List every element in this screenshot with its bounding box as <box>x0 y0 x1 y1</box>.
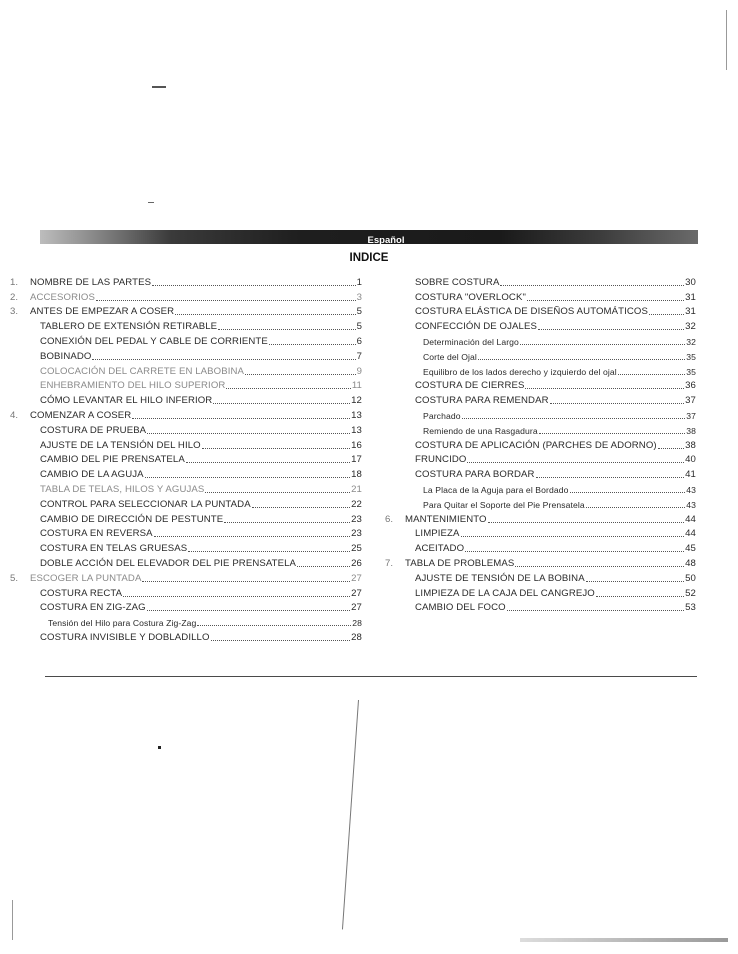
toc-entry <box>385 436 696 451</box>
toc-entry-label: ANTES DE EMPEZAR A COSER <box>30 306 175 318</box>
toc-entry-page: 22 <box>351 498 362 510</box>
toc-right-column <box>385 273 696 613</box>
toc-entry <box>10 303 362 318</box>
toc-entry <box>385 480 696 495</box>
toc-entry-page: 21 <box>351 483 362 495</box>
toc-entry-label: BOBINADO <box>40 350 92 362</box>
toc-entry-page: 11 <box>351 380 362 392</box>
dot-leader <box>252 506 350 508</box>
toc-entry-page: 43 <box>686 499 696 510</box>
toc-entry-label: Parchado <box>423 410 461 421</box>
toc-entry <box>10 377 362 392</box>
toc-entry-page: 26 <box>351 557 362 569</box>
toc-entry-page: 30 <box>685 276 696 288</box>
toc-entry-page: 31 <box>685 291 696 303</box>
toc-entry <box>10 628 362 643</box>
toc-entry-page: 45 <box>685 543 696 555</box>
dot-leader <box>147 432 350 434</box>
scan-shadow <box>520 938 728 942</box>
scan-speck <box>158 746 161 749</box>
toc-entry-label: Equilibro de los lados derecho y izquierdo del ojal <box>423 366 617 377</box>
toc-entry <box>10 347 362 362</box>
dot-leader <box>202 447 350 449</box>
toc-entry-label: COLOCACIÓN DEL CARRETE EN LABOBINA <box>40 365 245 377</box>
toc-entry-page: 17 <box>351 454 362 466</box>
toc-entry <box>10 599 362 614</box>
dot-leader <box>92 358 355 360</box>
toc-entry-label: SOBRE COSTURA <box>415 276 500 288</box>
toc-entry <box>10 480 362 495</box>
dot-leader <box>478 358 685 360</box>
dot-leader <box>154 535 350 537</box>
toc-entry-page: 13 <box>351 409 362 421</box>
toc-entry-label: AJUSTE DE LA TENSIÓN DEL HILO <box>40 439 201 451</box>
dot-leader <box>96 299 356 301</box>
toc-entry-label: COSTURA INVISIBLE Y DOBLADILLO <box>40 631 210 643</box>
toc-entry <box>385 451 696 466</box>
toc-entry <box>10 273 362 288</box>
toc-entry-label: COSTURA PARA BORDAR <box>415 469 535 481</box>
toc-entry <box>385 510 696 525</box>
toc-entry <box>10 421 362 436</box>
toc-entry-label: COMENZAR A COSER <box>30 409 132 421</box>
toc-entry-label: CAMBIO DE DIRECCIÓN DE PESTUNTE <box>40 513 224 525</box>
toc-entry-label: FRUNCIDO <box>415 454 467 466</box>
toc-entry <box>385 347 696 362</box>
toc-entry <box>10 332 362 347</box>
dot-leader <box>145 476 350 478</box>
scan-speck <box>148 202 154 203</box>
toc-entry-page: 31 <box>685 306 696 318</box>
toc-entry-page: 44 <box>685 513 696 525</box>
toc-entry-label: La Placa de la Aguja para el Bordado <box>423 484 569 495</box>
dot-leader <box>520 343 685 345</box>
toc-entry-number: 1. <box>10 276 19 288</box>
toc-entry-page: 9 <box>356 365 362 377</box>
dot-leader <box>132 417 350 419</box>
toc-entry-page: 23 <box>351 528 362 540</box>
toc-entry <box>385 569 696 584</box>
toc-entry-label: CONTROL PARA SELECCIONAR LA PUNTADA <box>40 498 251 510</box>
toc-entry-page: 44 <box>685 528 696 540</box>
scan-edge-line <box>12 900 13 940</box>
dot-leader <box>596 595 684 597</box>
toc-entry-page: 41 <box>685 469 696 481</box>
toc-entry <box>385 539 696 554</box>
toc-entry <box>10 584 362 599</box>
toc-entry-label: TABLA DE TELAS, HILOS Y AGUJAS <box>40 483 205 495</box>
dot-leader <box>538 328 684 330</box>
dot-leader <box>550 402 685 404</box>
toc-entry <box>10 451 362 466</box>
toc-entry-label: MANTENIMIENTO <box>405 513 487 525</box>
page-title: INDICE <box>349 252 389 264</box>
dot-leader <box>649 313 684 315</box>
dot-leader <box>467 461 684 463</box>
dot-leader <box>213 402 350 404</box>
toc-left-column <box>10 273 362 643</box>
dot-leader <box>586 506 685 508</box>
toc-entry-page: 7 <box>356 350 362 362</box>
toc-entry-label: COSTURA RECTA <box>40 587 123 599</box>
language-label: Español <box>367 235 405 246</box>
toc-entry-page: 5 <box>356 321 362 333</box>
dot-leader <box>500 284 684 286</box>
toc-entry <box>10 391 362 406</box>
toc-entry <box>10 406 362 421</box>
scan-edge-line <box>726 10 727 70</box>
dot-leader <box>211 639 351 641</box>
toc-entry-label: Para Quitar el Soporte del Pie Prensatela <box>423 499 585 510</box>
toc-entry-label: CONEXIÓN DEL PEDAL Y CABLE DE CORRIENTE <box>40 335 268 347</box>
toc-entry-page: 23 <box>351 513 362 525</box>
toc-entry <box>10 569 362 584</box>
toc-entry <box>10 510 362 525</box>
toc-entry-page: 13 <box>351 424 362 436</box>
toc-entry <box>385 362 696 377</box>
toc-entry-label: COSTURA DE PRUEBA <box>40 424 147 436</box>
toc-entry <box>385 421 696 436</box>
toc-entry-page: 36 <box>685 380 696 392</box>
toc-entry <box>385 332 696 347</box>
toc-entry <box>385 317 696 332</box>
dot-leader <box>218 328 355 330</box>
dot-leader <box>224 521 350 523</box>
toc-entry-label: TABLERO DE EXTENSIÓN RETIRABLE <box>40 321 218 333</box>
toc-entry <box>10 362 362 377</box>
toc-entry-number: 7. <box>385 557 394 569</box>
toc-entry-page: 1 <box>356 276 362 288</box>
toc-entry-label: AJUSTE DE TENSIÓN DE LA BOBINA <box>415 572 585 584</box>
scan-fold-line <box>342 700 359 930</box>
dot-leader <box>525 387 684 389</box>
toc-entry-label: COSTURA EN ZIG-ZAG <box>40 602 146 614</box>
dot-leader <box>536 476 685 478</box>
dot-leader <box>175 313 355 315</box>
toc-entry-page: 38 <box>686 425 696 436</box>
toc-entry-page: 37 <box>686 410 696 421</box>
dot-leader <box>462 417 686 419</box>
toc-entry <box>10 495 362 510</box>
toc-entry-page: 32 <box>685 321 696 333</box>
toc-entry-label: COSTURA EN TELAS GRUESAS <box>40 543 188 555</box>
toc-entry-label: COSTURA DE APLICACIÓN (PARCHES DE ADORNO) <box>415 439 657 451</box>
toc-entry-label: COSTURA "OVERLOCK" <box>415 291 526 303</box>
toc-entry-label: CONFECCIÓN DE OJALES <box>415 321 537 333</box>
toc-entry <box>10 288 362 303</box>
toc-entry-page: 28 <box>352 618 362 629</box>
toc-entry-number: 5. <box>10 572 19 584</box>
toc-entry-page: 50 <box>685 572 696 584</box>
toc-entry-number: 2. <box>10 291 19 303</box>
dot-leader <box>658 447 684 449</box>
dot-leader <box>152 284 355 286</box>
dot-leader <box>618 373 685 375</box>
toc-entry-label: ACEITADO <box>415 543 465 555</box>
toc-entry-label: Determinación del Largo <box>423 336 519 347</box>
toc-entry-page: 48 <box>685 557 696 569</box>
toc-entry <box>385 377 696 392</box>
toc-entry <box>385 406 696 421</box>
toc-entry-label: LIMPIEZA <box>415 528 460 540</box>
toc-entry-label: LIMPIEZA DE LA CAJA DEL CANGREJO <box>415 587 595 599</box>
dot-leader <box>197 624 351 626</box>
toc-entry-page: 27 <box>351 572 362 584</box>
toc-entry-label: CAMBIO DEL PIE PRENSATELA <box>40 454 185 466</box>
toc-entry <box>385 303 696 318</box>
toc-entry-label: CÓMO LEVANTAR EL HILO INFERIOR <box>40 395 213 407</box>
dot-leader <box>527 299 684 301</box>
dot-leader <box>269 343 356 345</box>
toc-entry-page: 27 <box>351 587 362 599</box>
toc-entry-number: 3. <box>10 306 19 318</box>
toc-entry-page: 27 <box>351 602 362 614</box>
toc-entry-page: 3 <box>356 291 362 303</box>
toc-entry-page: 28 <box>351 631 362 643</box>
toc-entry-label: ACCESORIOS <box>30 291 95 303</box>
toc-entry-label: Tensión del Hilo para Costura Zig-Zag <box>48 618 197 629</box>
toc-entry <box>10 613 362 628</box>
dot-leader <box>570 491 686 493</box>
toc-entry-page: 40 <box>685 454 696 466</box>
dot-leader <box>461 535 685 537</box>
language-banner <box>40 230 698 244</box>
dot-leader <box>245 373 356 375</box>
dot-leader <box>297 565 350 567</box>
toc-entry-number: 4. <box>10 409 19 421</box>
dot-leader <box>515 565 684 567</box>
toc-entry-label: ESCOGER LA PUNTADA <box>30 572 142 584</box>
toc-entry-page: 37 <box>685 395 696 407</box>
toc-entry <box>385 525 696 540</box>
toc-entry-label: TABLA DE PROBLEMAS <box>405 557 515 569</box>
dot-leader <box>539 432 685 434</box>
dot-leader <box>188 550 350 552</box>
toc-entry-label: Remiendo de una Rasgadura <box>423 425 538 436</box>
scan-speck <box>152 86 166 88</box>
toc-entry <box>10 525 362 540</box>
toc-entry-page: 16 <box>351 439 362 451</box>
toc-entry-number: 6. <box>385 513 394 525</box>
toc-entry <box>385 599 696 614</box>
toc-entry-page: 38 <box>685 439 696 451</box>
toc-entry <box>385 273 696 288</box>
toc-entry-label: COSTURA PARA REMENDAR <box>415 395 549 407</box>
toc-entry <box>385 465 696 480</box>
dot-leader <box>205 491 350 493</box>
dot-leader <box>186 461 350 463</box>
toc-entry-label: COSTURA EN REVERSA <box>40 528 153 540</box>
toc-entry-page: 18 <box>351 469 362 481</box>
divider-line <box>45 676 697 677</box>
dot-leader <box>465 550 684 552</box>
toc-entry-label: Corte del Ojal <box>423 351 477 362</box>
toc-entry-label: NOMBRE DE LAS PARTES <box>30 276 152 288</box>
toc-entry <box>385 391 696 406</box>
toc-entry-label: DOBLE ACCIÓN DEL ELEVADOR DEL PIE PRENSATELA <box>40 557 297 569</box>
toc-entry-page: 35 <box>686 351 696 362</box>
dot-leader <box>142 580 350 582</box>
toc-entry <box>10 465 362 480</box>
toc-entry <box>10 436 362 451</box>
toc-entry <box>10 554 362 569</box>
toc-entry <box>385 495 696 510</box>
dot-leader <box>226 387 350 389</box>
toc-entry-page: 6 <box>356 335 362 347</box>
dot-leader <box>507 609 684 611</box>
toc-entry-page: 53 <box>685 602 696 614</box>
toc-entry-page: 52 <box>685 587 696 599</box>
toc-entry <box>385 554 696 569</box>
toc-entry <box>10 317 362 332</box>
toc-entry-label: CAMBIO DEL FOCO <box>415 602 506 614</box>
toc-entry <box>10 539 362 554</box>
toc-entry-label: ENHEBRAMIENTO DEL HILO SUPERIOR <box>40 380 226 392</box>
toc-entry-page: 12 <box>351 395 362 407</box>
dot-leader <box>586 580 684 582</box>
toc-entry <box>385 584 696 599</box>
toc-entry-page: 43 <box>686 484 696 495</box>
dot-leader <box>147 609 350 611</box>
toc-entry-page: 32 <box>686 336 696 347</box>
dot-leader <box>488 521 685 523</box>
toc-entry-page: 5 <box>356 306 362 318</box>
toc-entry-page: 25 <box>351 543 362 555</box>
toc-entry <box>385 288 696 303</box>
toc-entry-label: COSTURA ELÁSTICA DE DISEÑOS AUTOMÁTICOS <box>415 306 648 318</box>
dot-leader <box>123 595 350 597</box>
toc-entry-label: COSTURA DE CIERRES <box>415 380 525 392</box>
toc-entry-page: 35 <box>686 366 696 377</box>
toc-entry-label: CAMBIO DE LA AGUJA <box>40 469 144 481</box>
